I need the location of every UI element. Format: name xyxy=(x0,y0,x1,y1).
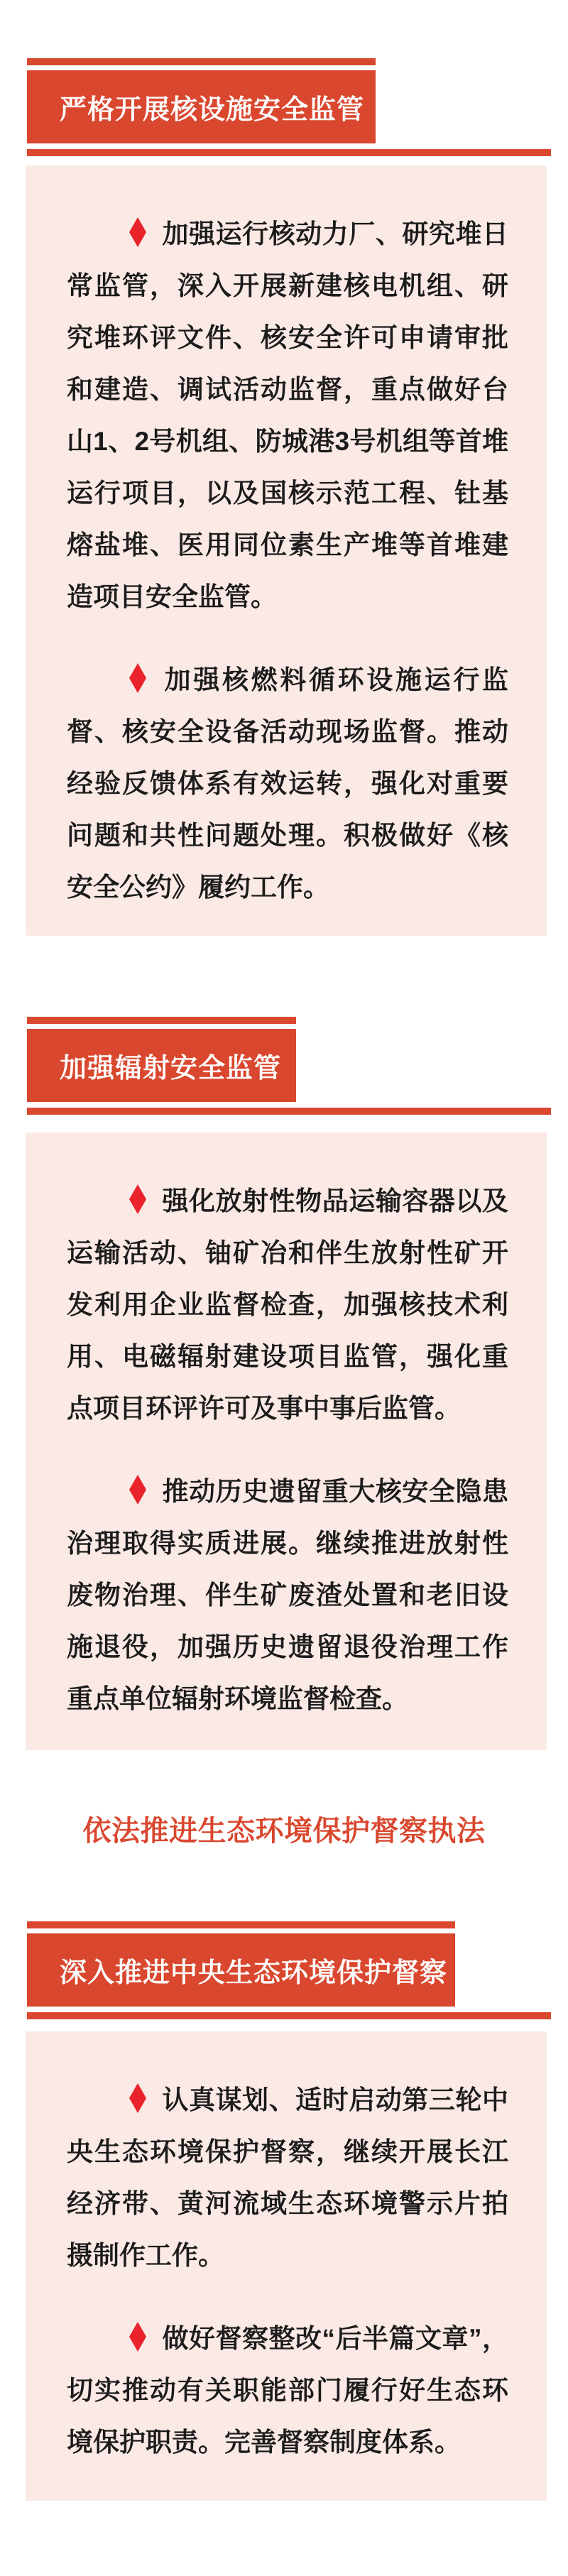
section-banner xyxy=(27,1029,296,1102)
banner-title: 深入推进中央生态环境保护督察 xyxy=(60,1958,448,1988)
section-banner xyxy=(27,70,376,143)
banner-title: 加强辐射安全监管 xyxy=(60,1054,282,1084)
paragraph-text: 认真谋划、适时启动第三轮中央生态环境保护督察，继续开展长江经济带、黄河流域生态环境警示片拍摄制作工作。 xyxy=(67,2085,508,2270)
accent-line-bottom xyxy=(27,2012,551,2019)
accent-line-top xyxy=(27,1017,296,1024)
diamond-bullet-icon xyxy=(129,2322,146,2352)
content-panel xyxy=(26,1133,547,1750)
section-banner xyxy=(27,1933,455,2007)
accent-line-bottom xyxy=(27,149,551,156)
bullet-paragraph xyxy=(67,1175,508,1434)
diamond-bullet-icon xyxy=(129,1184,146,1214)
bullet-paragraph xyxy=(67,654,508,913)
banner-title: 严格开展核设施安全监管 xyxy=(60,95,365,125)
diamond-bullet-icon xyxy=(129,663,146,693)
bullet-paragraph xyxy=(67,208,508,623)
bullet-paragraph xyxy=(67,1466,508,1725)
diamond-bullet-icon xyxy=(129,1475,146,1505)
section-radiation-safety xyxy=(0,1017,568,1750)
accent-line-top xyxy=(27,58,376,65)
paragraph-text: 做好督察整改“后半篇文章”，切实推动有关职能部门履行好生态环境保护职责。完善督察制度体系。 xyxy=(67,2324,508,2457)
chapter-heading: 依法推进生态环境保护督察执法 xyxy=(82,1816,486,1847)
section-nuclear-facility xyxy=(0,58,568,936)
accent-line-bottom xyxy=(27,1108,551,1115)
accent-line-top xyxy=(27,1921,455,1928)
bullet-paragraph xyxy=(67,2074,508,2281)
section-central-inspection xyxy=(0,1921,568,2501)
bullet-paragraph xyxy=(67,2313,508,2468)
content-panel xyxy=(26,2031,547,2501)
paragraph-text: 推动历史遗留重大核安全隐患治理取得实质进展。继续推进放射性废物治理、伴生矿废渣处置和老旧设施退役，加强历史遗留退役治理工作重点单位辐射环境监督检查。 xyxy=(67,1477,508,1713)
content-panel xyxy=(26,165,547,936)
diamond-bullet-icon xyxy=(129,2083,146,2113)
paragraph-text: 加强核燃料循环设施运行监督、核安全设备活动现场监督。推动经验反馈体系有效运转，强化对重要问题和共性问题处理。积极做好《核安全公约》履约工作。 xyxy=(67,665,508,902)
paragraph-text: 强化放射性物品运输容器以及运输活动、铀矿冶和伴生放射性矿开发利用企业监督检查，加强核技术利用、电磁辐射建设项目监管，强化重点项目环评许可及事中事后监管。 xyxy=(67,1186,508,1423)
paragraph-text: 加强运行核动力厂、研究堆日常监管，深入开展新建核电机组、研究堆环评文件、核安全许可申请审批和建造、调试活动监督，重点做好台山1、2号机组、防城港3号机组等首堆运行项目，以及国核示范工程、钍基熔盐堆、医用同位素生产堆等首堆建造项目安全监管。 xyxy=(67,219,508,611)
diamond-bullet-icon xyxy=(129,217,146,247)
